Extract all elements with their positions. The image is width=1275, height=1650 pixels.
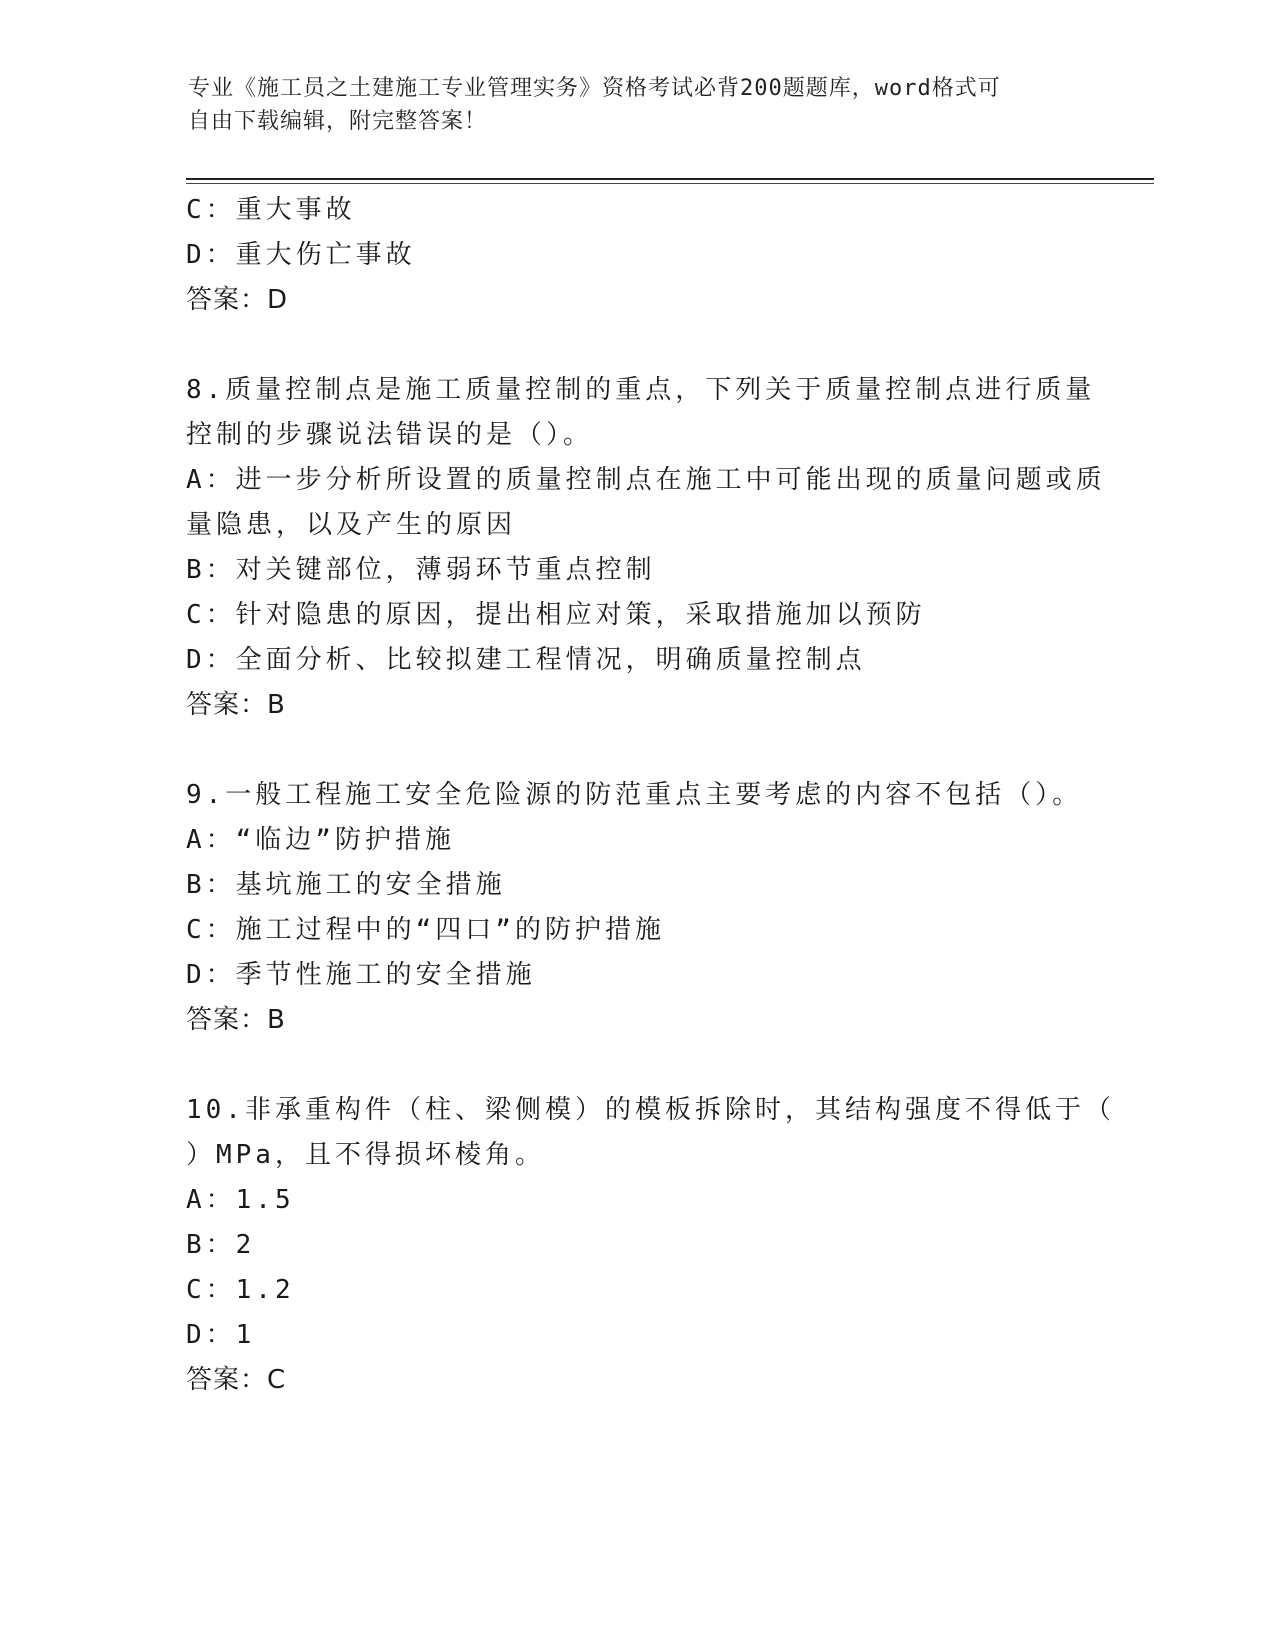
q9-option-a: A：“临边”防护措施 [186,825,455,855]
spacer [186,323,1086,368]
q7-answer: 答案：D [186,285,289,315]
q10-stem-line-1: 10.非承重构件（柱、梁侧模）的模板拆除时，其结构强度不得低于（ [186,1095,1115,1125]
q9-option-c: C：施工过程中的“四口”的防护措施 [186,915,665,945]
question-8 [186,368,1106,728]
q8-option-a-line-2: 量隐患，以及产生的原因 [186,510,517,540]
spacer [186,728,1086,773]
q9-option-b: B：基坑施工的安全措施 [186,870,506,900]
document-header [188,72,1068,138]
q8-stem-line-1: 8.质量控制点是施工质量控制的重点，下列关于质量控制点进行质量 [186,375,1096,405]
header-divider-thick [186,178,1154,180]
header-divider-thin [186,183,1154,184]
q8-stem-line-2: 控制的步骤说法错误的是（）。 [186,420,594,450]
q8-option-a-line-1: A：进一步分析所设置的质量控制点在施工中可能出现的质量问题或质 [186,465,1106,495]
q10-option-c: C：1.2 [186,1275,295,1305]
q8-answer: 答案：B [186,690,286,720]
q9-stem: 9.一般工程施工安全危险源的防范重点主要考虑的内容不包括（）。 [186,780,1083,810]
q10-option-d: D：1 [186,1320,256,1350]
q10-option-a: A：1.5 [186,1185,295,1215]
q9-option-d: D：季节性施工的安全措施 [186,960,536,990]
q10-answer: 答案：C [186,1365,287,1395]
spacer [186,1043,1086,1088]
q8-option-d: D：全面分析、比较拟建工程情况，明确质量控制点 [186,645,866,675]
q8-option-b: B：对关键部位，薄弱环节重点控制 [186,555,656,585]
q8-option-c: C：针对隐患的原因，提出相应对策，采取措施加以预防 [186,600,926,630]
header-line-2: 自由下载编辑，附完整答案！ [188,109,488,134]
question-content [186,188,1115,1403]
q7-option-d: D：重大伤亡事故 [186,240,416,270]
q10-stem-line-2: ）MPa，且不得损坏棱角。 [186,1140,545,1170]
header-line-1: 专业《施工员之土建施工专业管理实务》资格考试必背200题题库，word格式可 [188,76,1001,101]
question-9 [186,773,1086,1043]
question-7 [186,188,1086,323]
q9-answer: 答案：B [186,1005,286,1035]
q7-option-c: C：重大事故 [186,195,356,225]
question-10 [186,1088,1115,1403]
q10-option-b: B：2 [186,1230,256,1260]
